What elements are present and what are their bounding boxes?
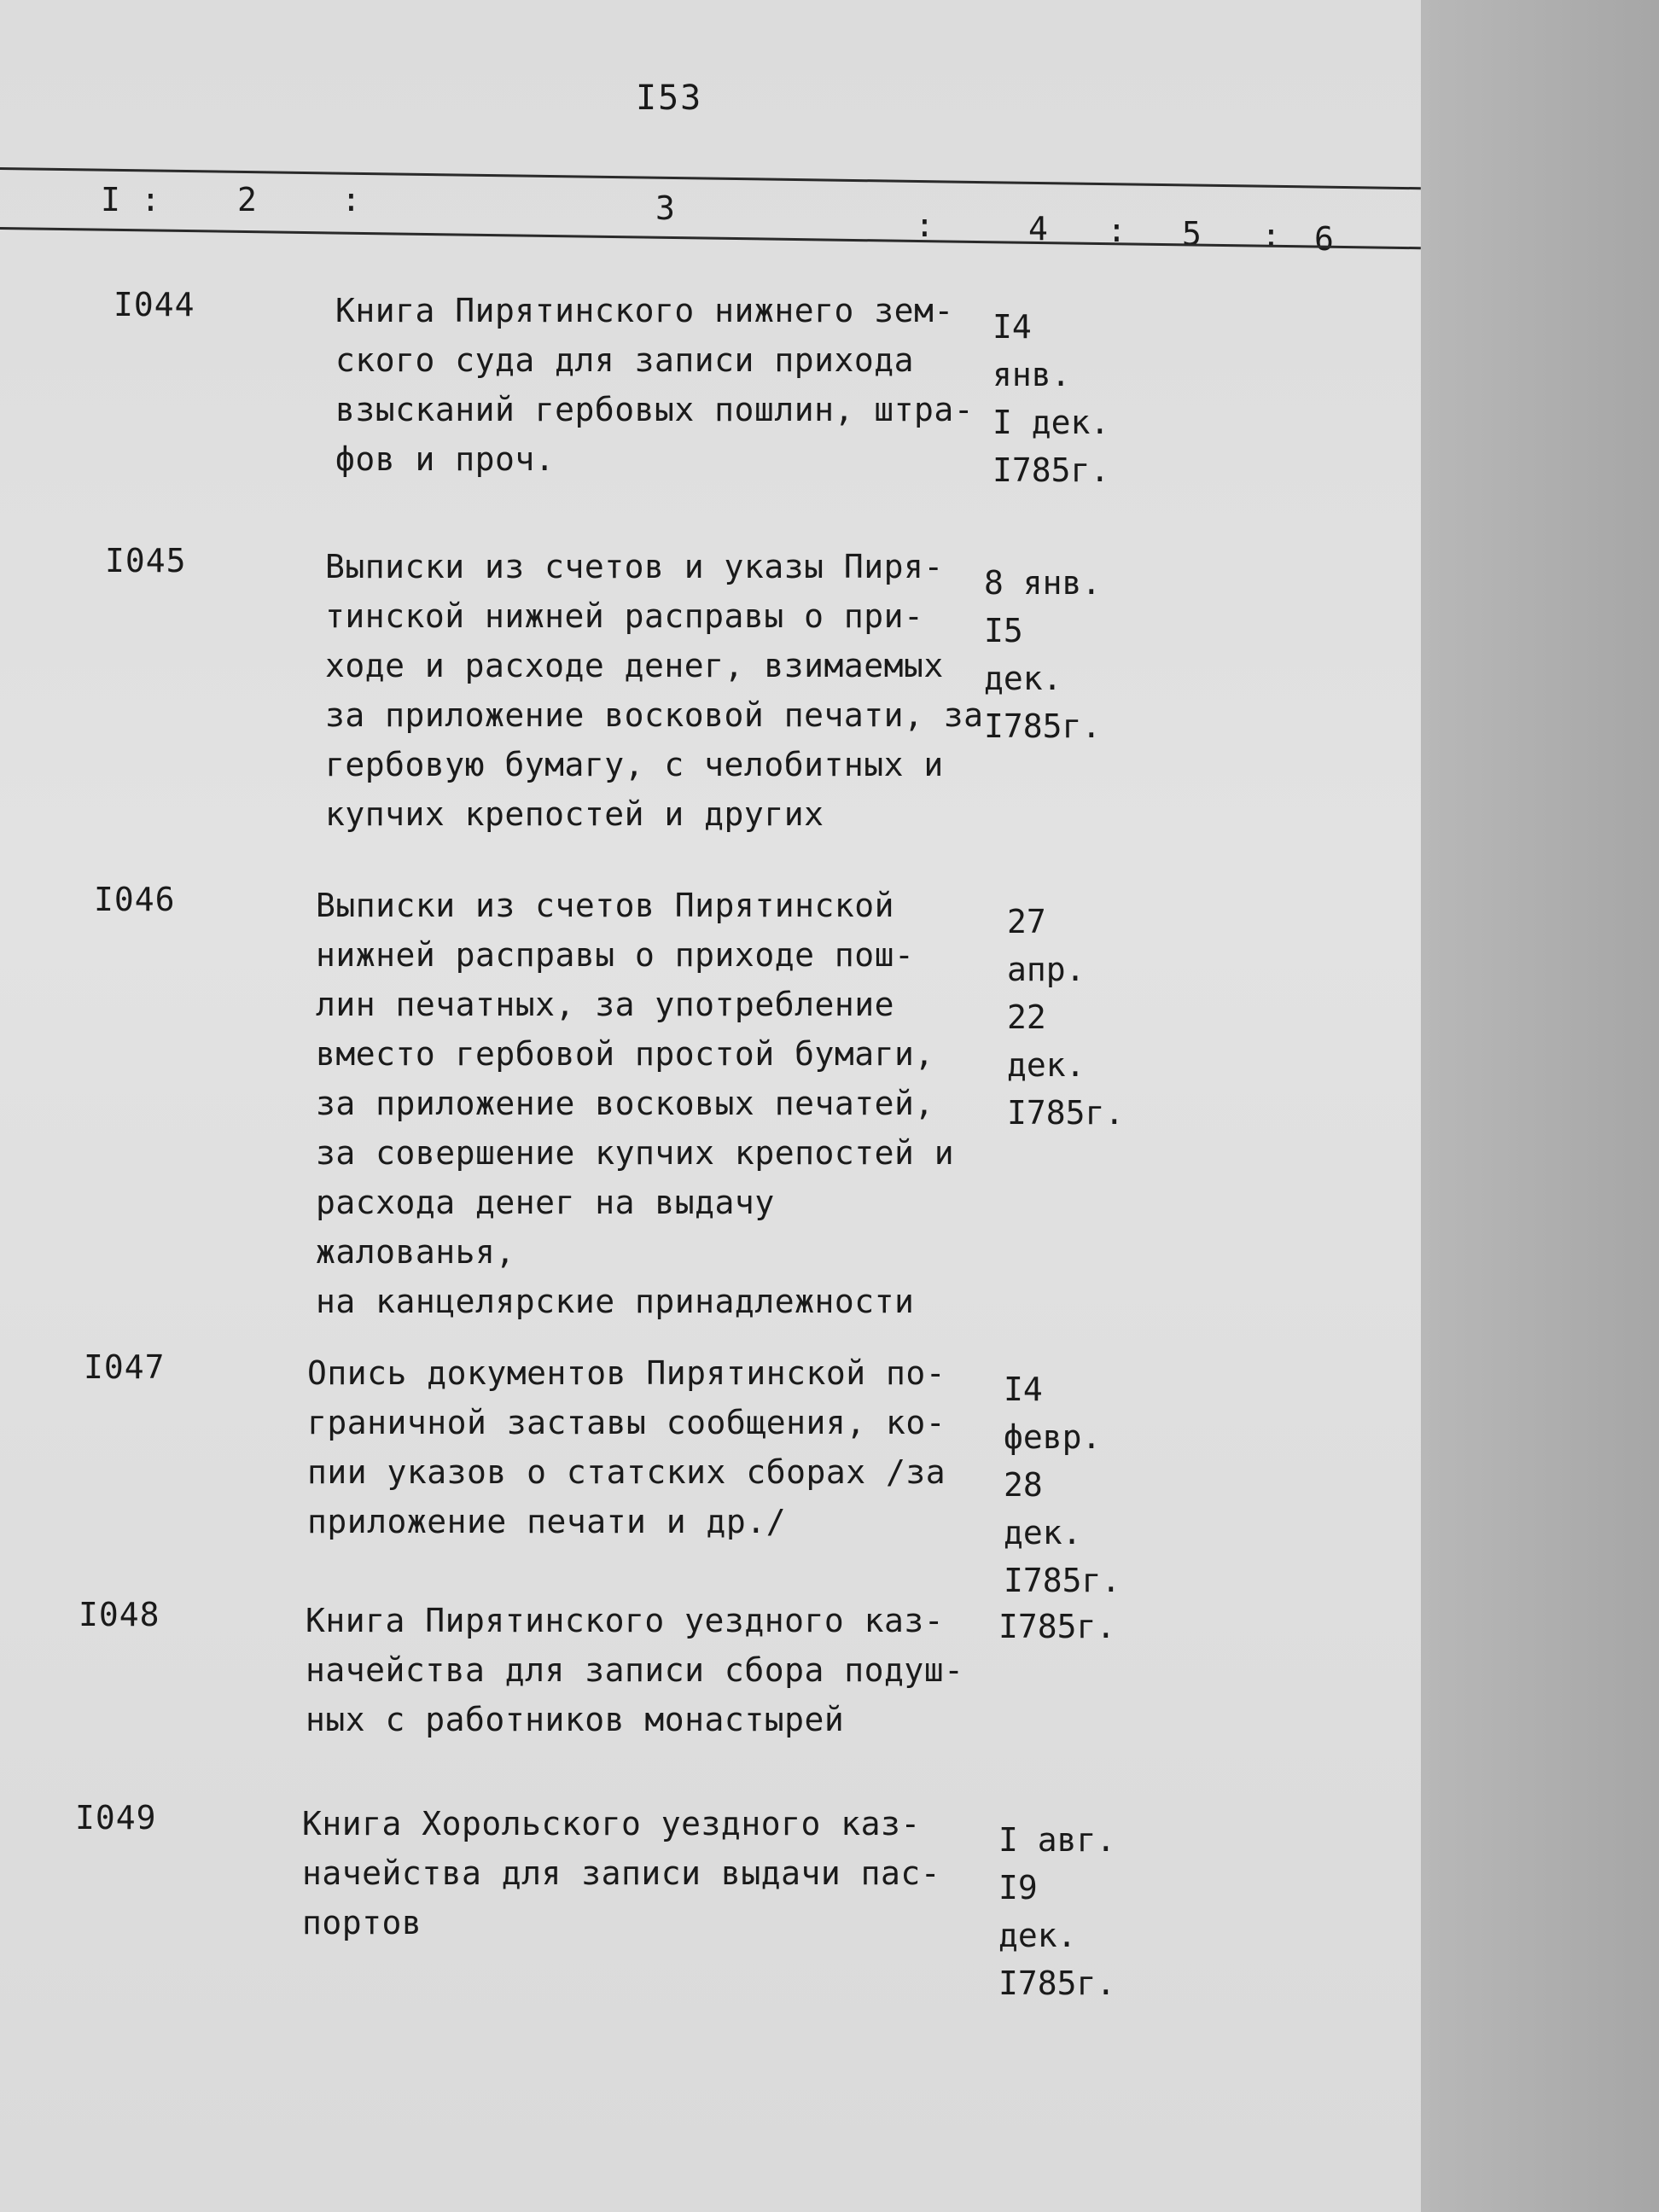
header-col-3: 3 — [655, 189, 675, 227]
header-col-2: 2 — [237, 181, 257, 218]
header-rule-top — [0, 167, 1421, 189]
entry-dates: I4 янв. I дек. I785г. — [992, 308, 1110, 489]
header-separator: : — [1107, 212, 1126, 249]
page-number: I53 — [636, 79, 703, 118]
header-separator: : — [1261, 217, 1281, 254]
entry-dates: I4 февр. 28 дек. I785г. — [1004, 1371, 1121, 1599]
header-separator: : — [341, 181, 361, 218]
header-rule-bottom — [0, 227, 1421, 249]
entry-description: Опись документов Пирятинской по- граничной заставы сообщения, ко- пии указов о статских сборах /за приложение печати и др./ — [307, 1354, 946, 1540]
entry-description: Книга Пирятинского уездного каз- начейства для записи сбора подуш- ных с работников монастырей — [306, 1602, 964, 1738]
header-col-6: 6 — [1314, 220, 1334, 258]
entry-number: I044 — [114, 286, 195, 323]
entry-dates: 8 янв. I5 дек. I785г. — [984, 564, 1102, 745]
header-separator: : — [141, 181, 160, 218]
entry-number: I046 — [94, 881, 176, 918]
header-col-4: 4 — [1028, 210, 1048, 247]
header-col-1: I — [101, 181, 120, 218]
entry-description: Книга Пирятинского нижнего зем- ского суда для записи прихода взысканий гербовых пошлин, штра- фов и проч. — [335, 292, 975, 478]
entry-description: Выписки из счетов и указы Пиря- тинской нижней расправы о при- ходе и расходе денег, взимаемых за приложение восковой печати, за гербовую бумагу, с челобитных и купчих крепостей и других — [325, 548, 984, 833]
background-edge — [1421, 0, 1659, 2212]
header-separator: : — [915, 207, 934, 244]
entry-number: I049 — [75, 1799, 157, 1837]
entry-number: I045 — [105, 542, 187, 579]
entry-description: Выписки из счетов Пирятинской нижней расправы о приходе пош- лин печатных, за употребление вместо гербовой простой бумаги, за приложение восковых печатей, за совершение купчих крепостей и расхода денег на выдачу жалованья, на канцелярские принадлежности — [316, 887, 955, 1320]
entry-number: I048 — [79, 1596, 160, 1633]
entry-description: Книга Хорольского уездного каз- начейства для записи выдачи пас- портов — [302, 1805, 941, 1941]
entry-dates: I785г. — [998, 1608, 1116, 1645]
entry-dates: 27 апр. 22 дек. I785г. — [1007, 903, 1125, 1132]
entry-dates: I авг. I9 дек. I785г. — [998, 1821, 1116, 2002]
header-col-5: 5 — [1182, 215, 1202, 253]
entry-number: I047 — [84, 1348, 166, 1386]
